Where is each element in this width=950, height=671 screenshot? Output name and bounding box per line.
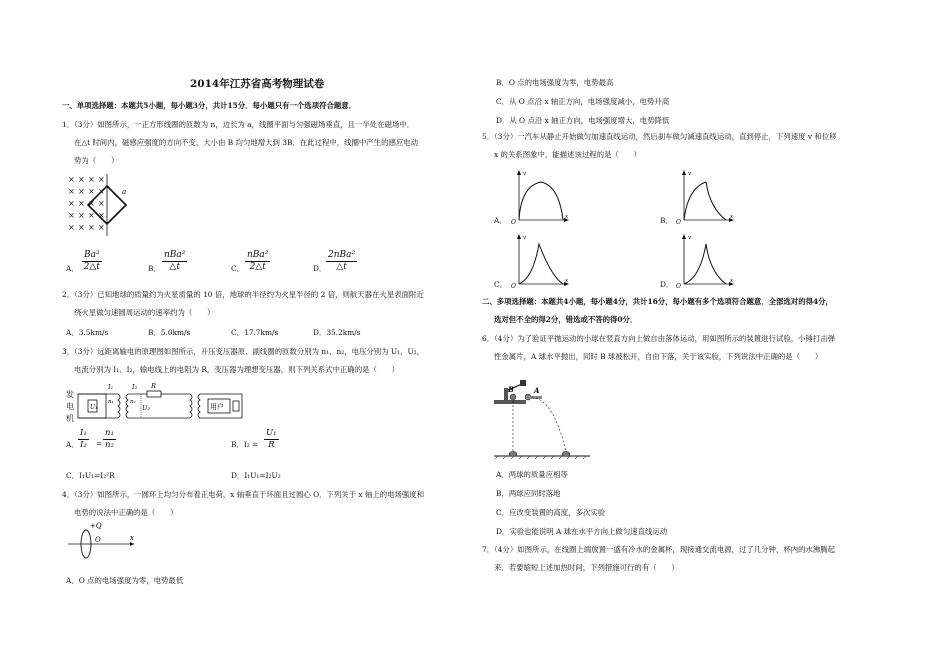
q1-option-d-label: D． — [313, 264, 327, 273]
svg-text:×: × — [98, 211, 105, 220]
q3-option-b-den: R — [268, 440, 275, 450]
q1-option-c-fraction — [245, 250, 270, 273]
q5-graph-b-v: v — [688, 171, 692, 177]
svg-text:×: × — [68, 175, 75, 184]
q7-text-line2: 来．若要缩短上述加热时间，下列措施可行的有（ ） — [494, 563, 679, 572]
q5-graph-d-v: v — [688, 235, 692, 241]
q4-option-b: B．O 点的电场强度为零，电势最高 — [496, 78, 614, 87]
q3-option-d: D．I₁U₁=I₂U₂ — [231, 471, 281, 480]
q3-option-a-left-fraction — [78, 428, 89, 451]
q3-fig-n2: n₂ — [130, 399, 136, 405]
q6-option-a: A．两球的质量应相等 — [496, 470, 568, 479]
q3-fig-u2: U₂ — [142, 404, 151, 412]
q1-text-line3: 势为（ ） — [74, 156, 119, 165]
svg-text:×: × — [68, 211, 75, 220]
page-title: 2014年江苏省高考物理试卷 — [190, 78, 325, 90]
svg-text:×: × — [78, 223, 85, 232]
svg-text:×: × — [88, 211, 95, 220]
q1-text-line2: 在△t 时间内，磁感应强度的方向不变，大小由 B 均匀地增大到 3B．在此过程中，线圈中产生的感应电动 — [74, 138, 419, 147]
q5-option-b-label: B． — [660, 216, 673, 225]
q1-option-b-label: B． — [148, 264, 161, 273]
q1-option-d-den: △t — [336, 262, 347, 272]
q5-graph-a-v: v — [523, 171, 527, 177]
q2-option-b: B．5.0km/s — [148, 328, 191, 337]
q4-fig-origin: O — [95, 536, 101, 544]
q5-graph-d — [670, 232, 740, 290]
q1-text-line1: 1．（3分）如图所示，一正方形线圈的匝数为 n，边长为 a，线圈平面与匀强磁场垂直，且一半处在磁场中． — [62, 120, 415, 129]
q3-figure-transmission — [62, 380, 247, 430]
section-single-choice: 一、单项选择题：本题共5小题，每小题3分，共计15分．每小题只有一个选项符合题意． — [62, 101, 357, 110]
section-multi-choice-line2: 选对但不全的得2分，错选或不答的得0分． — [494, 315, 638, 324]
q3-option-a-num-right: n₁ — [105, 428, 114, 438]
q3-text-line1: 3．（3分）远距离输电的原理图如图所示，升压变压器原、副线圈的匝数分别为 n₁、n₂，电压分别为 U₁、U₂， — [62, 347, 425, 356]
svg-text:×: × — [68, 223, 75, 232]
q1-option-a-fraction — [82, 250, 102, 273]
q3-option-a-label: A． — [66, 440, 79, 449]
q5-graph-a-o: O — [511, 219, 516, 226]
q3-option-a-right-fraction — [103, 428, 116, 451]
q2-text-line1: 2．（3分）已知地球的质量约为火星质量的 10 倍，地球的半径约为火星半径的 2 倍，则航天器在火星表面附近 — [62, 290, 424, 299]
q3-fig-gen-3: 机 — [66, 414, 74, 423]
svg-text:×: × — [98, 187, 105, 196]
q4-option-a: A．O 点的电场强度为零，电势最低 — [66, 576, 184, 585]
q3-fig-i2: I₂ — [132, 383, 138, 391]
q4-figure-charged-ring — [68, 522, 148, 562]
q1-figure-coil-in-field — [66, 172, 136, 242]
svg-text:×: × — [68, 187, 75, 196]
q6-text-line1: 6．（4分）为了验证平抛运动的小球在竖直方向上做自由落体运动，用如图所示的装置进行试验，小锤打击弹 — [482, 334, 836, 343]
q6-option-c: C．应改变装置的高度，多次实验 — [496, 508, 606, 517]
q5-graph-a — [505, 168, 575, 226]
q1-option-c-num: nBa² — [247, 250, 269, 260]
q3-fig-user: 用户 — [210, 403, 224, 411]
q5-graph-b — [670, 168, 740, 226]
q3-text-line2: 电流分别为 I₁、I₂，输电线上的电阻为 R，变压器为理想变压器，则下列关系式中正确的是（ ） — [74, 365, 400, 374]
q5-graph-a-x: x — [565, 214, 569, 220]
q5-graph-d-o: O — [676, 283, 681, 290]
q3-option-a-num-left: I₁ — [80, 428, 87, 438]
q1-option-b-num: nBa² — [164, 250, 186, 260]
q1-option-c-den: 2△t — [249, 262, 266, 272]
q3-option-a-den-left: I₂ — [80, 440, 87, 450]
q4-fig-x: x — [130, 534, 134, 542]
q5-graph-c-v: v — [523, 235, 527, 241]
q5-graph-c — [505, 232, 575, 290]
q2-text-line2: 绕火星做匀速圆周运动的速率约为（ ） — [74, 308, 215, 317]
svg-text:×: × — [78, 187, 85, 196]
q1-option-b-fraction — [162, 250, 187, 273]
q4-text-line1: 4．（3分）如图所示，一圆环上均匀分布着正电荷，x 轴垂直于环面且过圆心 O．下列关于 x 轴上的电场强度和 — [62, 490, 425, 499]
q5-option-a-label: A． — [494, 216, 507, 225]
svg-text:×: × — [88, 187, 95, 196]
q5-graph-b-o: O — [676, 219, 681, 226]
q1-option-a-den: 2△t — [83, 262, 100, 272]
svg-text:×: × — [88, 175, 95, 184]
svg-text:×: × — [68, 199, 75, 208]
q4-text-line2: 电势的说法中正确的是（ ） — [74, 508, 178, 517]
q4-option-c: C．从 O 点沿 x 轴正方向，电场强度减小，电势升高 — [496, 97, 670, 106]
q6-option-b: B．两球应同时落地 — [496, 489, 561, 498]
q2-option-a: A．3.5km/s — [66, 328, 109, 337]
q5-option-c-label: C． — [494, 280, 508, 289]
q3-fig-u1: U₁ — [90, 404, 98, 411]
q3-fig-r: R — [151, 382, 156, 390]
q4-option-d: D．从 O 点沿 x 轴正方向，电场强度增大，电势降低 — [496, 116, 670, 125]
q2-option-d: D．35.2km/s — [313, 328, 361, 337]
q1-fig-label-a: a — [122, 188, 127, 196]
q3-option-a-den-right: n₂ — [105, 440, 114, 450]
q3-option-b-label: B．I₂ = — [231, 440, 259, 449]
q5-graph-b-x: x — [730, 214, 734, 220]
q1-option-d-fraction — [326, 250, 357, 273]
q3-fig-gen-1: 发 — [66, 390, 74, 399]
svg-text:×: × — [78, 211, 85, 220]
q3-option-b-num: U₁ — [266, 428, 277, 438]
q1-option-d-num: 2nBa² — [328, 250, 356, 260]
svg-text:×: × — [88, 199, 95, 208]
q5-text-line2: x 的关系图象中，能描述该过程的是（ ） — [494, 150, 641, 159]
q3-option-c: C．I₁U₁=I₂²R — [66, 471, 115, 480]
q3-option-a-equals: = — [96, 439, 103, 448]
q6-text-line2: 性金属片，A 球水平抛出，同时 B 球被松开，自由下落，关于该实验，下列说法中正确的是（ ） — [494, 352, 823, 361]
q3-fig-i1: I₁ — [108, 383, 114, 391]
q6-fig-a: A — [534, 386, 540, 395]
svg-text:×: × — [98, 175, 105, 184]
q2-option-c: C．17.7km/s — [231, 328, 279, 337]
q6-option-d: D．实验也能说明 A 球在水平方向上做匀速直线运动 — [496, 527, 668, 536]
q6-figure-projectile-apparatus — [492, 368, 592, 460]
q1-option-c-label: C． — [231, 264, 245, 273]
q5-option-d-label: D． — [660, 280, 674, 289]
q1-option-a-label: A． — [66, 264, 79, 273]
svg-text:×: × — [98, 199, 105, 208]
q1-option-a-num: Ba² — [84, 250, 100, 260]
q3-fig-gen-2: 电 — [66, 402, 74, 411]
svg-text:×: × — [88, 223, 95, 232]
q5-text-line1: 5．（3分）一汽车从静止开始做匀加速直线运动，然后刹车做匀减速直线运动，直到停止．下列速度 v 和位移 — [482, 132, 837, 141]
svg-text:×: × — [78, 175, 85, 184]
q3-fig-n1: n₁ — [108, 399, 114, 405]
svg-text:×: × — [98, 223, 105, 232]
q3-option-b-fraction — [264, 428, 279, 451]
q6-fig-b: B — [508, 385, 514, 394]
section-multi-choice-line1: 二、多项选择题：本题共4小题，每小题4分，共计16分，每小题有多个选项符合题意．全部选对的得4分， — [482, 297, 833, 306]
q5-graph-c-x: x — [565, 278, 569, 284]
q5-graph-d-x: x — [730, 278, 734, 284]
svg-text:×: × — [78, 199, 85, 208]
q5-graph-c-o: O — [511, 283, 516, 290]
q1-option-b-den: △t — [169, 262, 180, 272]
q7-text-line1: 7．（4分）如图所示，在线圈上端放置一盛有冷水的金属杯，现接通交流电源，过了几分钟，杯内的水沸腾起 — [482, 545, 836, 554]
q4-fig-charge: +Q — [90, 522, 102, 530]
